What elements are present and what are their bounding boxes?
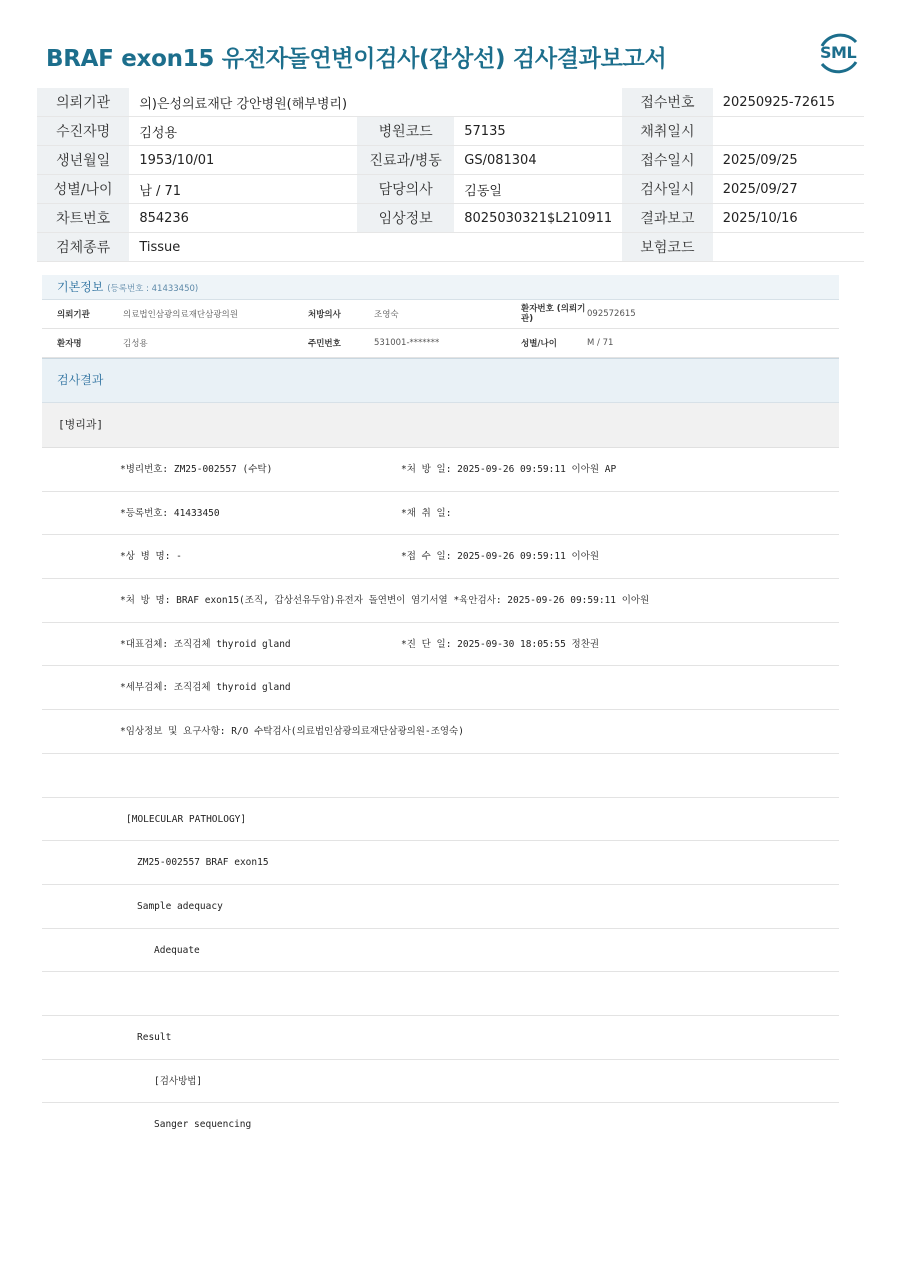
basic-info-value: 김성용 (123, 329, 308, 358)
header-value (454, 233, 622, 262)
patient-header-table (37, 88, 864, 262)
header-row (37, 233, 864, 262)
result-row (42, 448, 839, 492)
result-heading: 검사결과 (42, 358, 839, 403)
molecular-section (42, 798, 839, 1148)
header-label: 접수일시 (622, 146, 713, 175)
header-value: 20250925-72615 (713, 88, 864, 117)
molecular-row (42, 841, 839, 885)
header-value (713, 117, 864, 146)
molecular-row (42, 885, 839, 929)
header-value: 854236 (129, 204, 357, 233)
header-value: 김성용 (129, 117, 357, 146)
basic-info-value: 531001-******* (374, 329, 521, 358)
molecular-row (42, 798, 839, 842)
header-value: 57135 (454, 117, 622, 146)
result-field-right: *접 수 일: 2025-09-26 09:59:11 이아원 (401, 551, 600, 563)
header-label: 채취일시 (622, 117, 713, 146)
result-row (42, 666, 839, 710)
header-label: 보험코드 (622, 233, 713, 262)
registration-number: (등록번호 : 41433450) (107, 284, 199, 294)
basic-info-row (42, 300, 839, 329)
molecular-text: [MOLECULAR PATHOLOGY] (126, 813, 247, 825)
result-field-right: *처 방 일: 2025-09-26 09:59:11 이아원 AP (401, 464, 617, 475)
header-label (357, 88, 454, 117)
result-field-left: *상 병 명: - (120, 551, 182, 563)
header-value: 의)은성의료재단 강안병원(해부병리) (129, 88, 357, 117)
result-field-left: *처 방 명: BRAF exon15(조직, 갑상선유두암)유전자 돌연변이 염기서열 *육안검사: 2025-09-26 09:59:11 이아원 (120, 595, 650, 607)
molecular-row (42, 929, 839, 973)
header-value: Tissue (129, 233, 357, 262)
result-field-left: *임상정보 및 요구사항: R/O 수탁검사(의료법인삼광의료재단삼광의원-조영숙) (120, 726, 464, 738)
header-label: 성별/나이 (37, 175, 129, 204)
basic-info-value: 조영숙 (374, 300, 521, 329)
header-label: 검사일시 (622, 175, 713, 204)
basic-info-label: 성별/나이 (521, 329, 587, 358)
header-label: 수진자명 (37, 117, 129, 146)
result-row (42, 710, 839, 754)
basic-info-title: 기본정보 (57, 280, 104, 294)
header-label: 접수번호 (622, 88, 713, 117)
header-value: 8025030321$L210911 (454, 204, 622, 233)
header-value: GS/081304 (454, 146, 622, 175)
header-label: 담당의사 (357, 175, 454, 204)
result-field-right: *진 단 일: 2025-09-30 18:05:55 정찬권 (401, 638, 600, 650)
molecular-text: ZM25-002557 BRAF exon15 (137, 857, 269, 869)
result-row (42, 579, 839, 623)
header-row (37, 175, 864, 204)
result-panel (42, 275, 839, 1147)
molecular-row (42, 1060, 839, 1104)
basic-info-value: 의료법인삼광의료재단삼광의원 (123, 300, 308, 329)
header-label: 임상정보 (357, 204, 454, 233)
basic-info-label: 환자명 (42, 329, 123, 358)
result-field-left: *세부검체: 조직검체 thyroid gland (120, 682, 291, 694)
result-field-right: *채 취 일: (401, 507, 452, 519)
molecular-text: Result (137, 1031, 172, 1043)
basic-info-label: 처방의사 (308, 300, 374, 329)
header-value: 남 / 71 (129, 175, 357, 204)
result-field-left: *등록번호: 41433450 (120, 507, 220, 519)
molecular-text: Sanger sequencing (154, 1119, 252, 1131)
molecular-row (42, 972, 839, 1016)
header-label: 진료과/병동 (357, 146, 454, 175)
header-label: 병원코드 (357, 117, 454, 146)
header-row (37, 88, 864, 117)
result-row (42, 492, 839, 536)
result-field-left: *병리번호: ZM25-002557 (수탁) (120, 464, 273, 475)
result-rows (42, 448, 839, 754)
header-label: 의뢰기관 (37, 88, 129, 117)
basic-info-label: 의뢰기관 (42, 300, 123, 329)
header-value: 김동일 (454, 175, 622, 204)
report-title: BRAF exon15 유전자돌연변이검사(갑상선) 검사결과보고서 (46, 46, 667, 72)
header-value: 2025/09/27 (713, 175, 864, 204)
basic-info-heading (42, 275, 839, 300)
header-label (357, 233, 454, 262)
blank-row (42, 754, 839, 798)
header-row (37, 117, 864, 146)
molecular-row (42, 1103, 839, 1147)
department-heading: [병리과] (42, 403, 839, 448)
result-row (42, 623, 839, 667)
result-field-left: *대표검체: 조직검체 thyroid gland (120, 638, 291, 650)
result-row (42, 535, 839, 579)
header-label: 검체종류 (37, 233, 129, 262)
basic-info-value: M / 71 (587, 329, 839, 358)
header-label: 결과보고 (622, 204, 713, 233)
molecular-text: Adequate (154, 944, 200, 956)
header-row (37, 204, 864, 233)
basic-info-table (42, 300, 839, 358)
header-value (713, 233, 864, 262)
header-value: 2025/09/25 (713, 146, 864, 175)
header-value: 2025/10/16 (713, 204, 864, 233)
logo-text: SML (820, 43, 857, 62)
header-value: 1953/10/01 (129, 146, 357, 175)
header-row (37, 146, 864, 175)
basic-info-label: 환자번호 (의뢰기관) (521, 300, 587, 329)
basic-info-value: 092572615 (587, 300, 839, 329)
molecular-text: Sample adequacy (137, 900, 223, 912)
basic-info-label: 주민번호 (308, 329, 374, 358)
header-label: 생년월일 (37, 146, 129, 175)
molecular-text: [검사방법] (154, 1075, 203, 1087)
header-value (454, 88, 622, 117)
molecular-row (42, 1016, 839, 1060)
basic-info-row (42, 329, 839, 358)
header-label: 차트번호 (37, 204, 129, 233)
